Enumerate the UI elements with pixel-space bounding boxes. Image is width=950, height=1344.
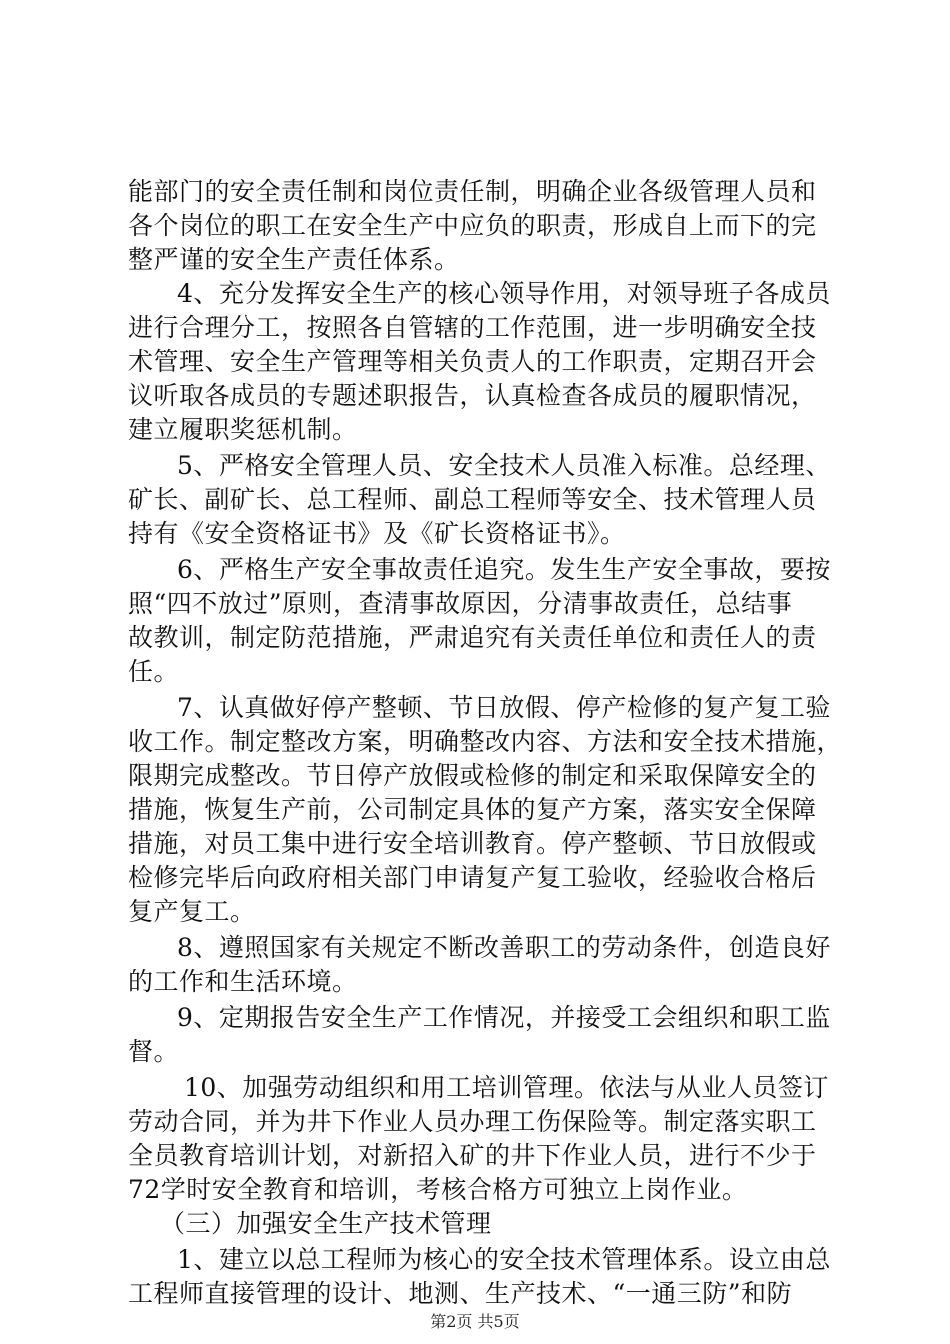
text-line: 能部门的安全责任制和岗位责任制，明确企业各级管理人员和 bbox=[128, 177, 817, 206]
text-line: 措施，恢复生产前，公司制定具体的复产方案，落实安全保障 bbox=[128, 795, 817, 824]
text-line: 复产复工。 bbox=[128, 897, 256, 926]
page-number: 第2页 共5页 bbox=[430, 1312, 520, 1331]
text-line: 检修完毕后向政府相关部门申请复产复工验收，经验收合格后 bbox=[128, 863, 817, 892]
text-line: 措施，对员工集中进行安全培训教育。停产整顿、节日放假或 bbox=[128, 829, 817, 858]
text-line: 整严谨的安全生产责任体系。 bbox=[128, 245, 460, 274]
text-line: 8、遵照国家有关规定不断改善职工的劳动条件，创造良好 bbox=[177, 933, 831, 962]
text-line: 1、建立以总工程师为核心的安全技术管理体系。设立由总 bbox=[177, 1245, 831, 1274]
text-line: 建立履职奖惩机制。 bbox=[128, 415, 358, 444]
text-line: 4、充分发挥安全生产的核心领导作用，对领导班子各成员 bbox=[177, 279, 831, 308]
text-line: 的工作和生活环境。 bbox=[128, 967, 358, 996]
text-line: 收工作。制定整改方案，明确整改内容、方法和安全技术措施， bbox=[128, 727, 843, 756]
text-line: 7、认真做好停产整顿、节日放假、停产检修的复产复工验 bbox=[177, 693, 831, 722]
text-line: 5、严格安全管理人员、安全技术人员准入标准。总经理、 bbox=[177, 451, 831, 480]
text-line: 72学时安全教育和培训，考核合格方可独立上岗作业。 bbox=[128, 1175, 748, 1204]
text-line: 10、加强劳动组织和用工培训管理。依法与从业人员签订 bbox=[184, 1073, 829, 1102]
text-line: 任。 bbox=[128, 657, 180, 686]
text-line: 督。 bbox=[128, 1037, 180, 1066]
text-line: 议听取各成员的专题述职报告，认真检查各成员的履职情况， bbox=[128, 381, 817, 410]
text-line: 9、定期报告安全生产工作情况，并接受工会组织和职工监 bbox=[177, 1003, 831, 1032]
text-line: 劳动合同，并为井下作业人员办理工伤保险等。制定落实职工 bbox=[128, 1107, 817, 1136]
section-heading: （三）加强安全生产技术管理 bbox=[160, 1209, 492, 1238]
text-line: 进行合理分工，按照各自管辖的工作范围，进一步明确安全技 bbox=[128, 313, 817, 342]
text-line: 全员教育培训计划，对新招入矿的井下作业人员，进行不少于 bbox=[128, 1141, 817, 1170]
text-line: 术管理、安全生产管理等相关负责人的工作职责，定期召开会 bbox=[128, 347, 817, 376]
text-line: 持有《安全资格证书》及《矿长资格证书》。 bbox=[128, 519, 626, 548]
text-line: 工程师直接管理的设计、地测、生产技术、“一通三防”和防 bbox=[128, 1279, 793, 1308]
text-line: 故教训，制定防范措施，严肃追究有关责任单位和责任人的责 bbox=[128, 623, 817, 652]
text-line: 照“四不放过”原则，查清事故原因，分清事故责任，总结事 bbox=[128, 589, 793, 618]
text-line: 矿长、副矿长、总工程师、副总工程师等安全、技术管理人员 bbox=[128, 485, 817, 514]
text-line: 限期完成整改。节日停产放假或检修的制定和采取保障安全的 bbox=[128, 761, 817, 790]
text-line: 各个岗位的职工在安全生产中应负的职责，形成自上而下的完 bbox=[128, 211, 817, 240]
text-line: 6、严格生产安全事故责任追究。发生生产安全事故，要按 bbox=[177, 555, 831, 584]
